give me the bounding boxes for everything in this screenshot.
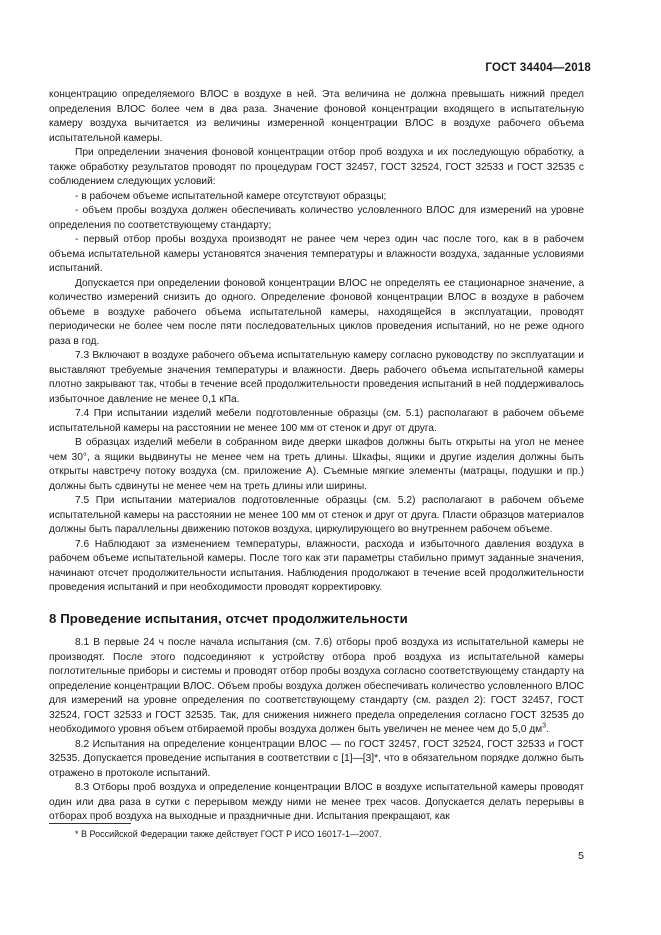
paragraph-background-concentration: При определении значения фоновой концентрации отбор проб воздуха и их последующую обработку, а также обработку результатов проводят по процедурам ГОСТ 32457, ГОСТ 32524, ГОСТ 32533 и ГОСТ 32535 с соблюдением следующих условий: (49, 147, 584, 187)
page-body (49, 88, 584, 825)
paragraph-7-5: 7.5 При испытании материалов подготовленные образцы (см. 5.2) располагают в рабочем объеме испытательной камеры на расстоянии не менее 100 мм от стенок и друг от друга. Пласти образцов материалов должны быть параллельны движению потоков воздуха, циркулирующего во внутреннем рабочем объеме. (49, 495, 584, 535)
footnote: * В Российской Федерации также действует ГОСТ Р ИСО 16017-1—2007. (75, 829, 382, 839)
page-number: 5 (578, 850, 584, 862)
paragraph-8-1-text: 8.1 В первые 24 ч после начала испытания (см. 7.6) отборы проб воздуха из испытательной камеры не производят. После этого подсоединяют к устройству отбора проб воздуха из испытательной камеры поглотительные приборы и системы и проводят отбор пробы воздуха согласно соответствующему стандарту на определение концентрации ВЛОС. Объем пробы воздуха должен обеспечивать количество условленного ВЛОС для измерений на уровне определения по соответствующему стандарту (см. раздел 2): ГОСТ 32457, ГОСТ 32524, ГОСТ 32533 и ГОСТ 32535. Так, для снижения нижнего предела определения согласно ГОСТ 32535 до необходимого уровня объем отбираемой пробы воздуха должен быть увеличен не менее чем до 5,0 дм (49, 637, 584, 735)
paragraph-condition-2: - объем пробы воздуха должен обеспечивать количество условленного ВЛОС для измерений на уровне определения по соответствующему стандарту; (49, 205, 584, 231)
cubic-superscript: 3 (542, 722, 547, 730)
paragraph-7-4: 7.4 При испытании изделий мебели подготовленные образцы (см. 5.1) располагают в рабочем объеме испытательной камеры на расстоянии не менее 100 мм от стенок и друг от друга. (49, 408, 584, 434)
footnote-divider (49, 823, 131, 824)
paragraph-continuation: концентрацию определяемого ВЛОС в воздухе в ней. Эта величина не должна превышать нижний предел определения ВЛОС более чем в два раза. Значение фоновой концентрации входящего в испытательную камеру воздуха вычитается из величины измеренной концентрации ВЛОС в воздухе рабочего объема испытательной камеры. (49, 89, 584, 144)
paragraph-7-3: 7.3 Включают в воздухе рабочего объема испытательную камеру согласно руководству по эксплуатации и выставляют требуемые значения температуры и влажности. Дверь рабочего объема испытательной камеры плотно закрывают так, чтобы в течение всей продолжительности проведения испытаний в ней поддерживалось избыточное давление не менее 0,1 кПа. (49, 350, 584, 405)
paragraph-8-1 (49, 636, 584, 738)
paragraph-condition-3: - первый отбор пробы воздуха производят не ранее чем через один час после того, как в в рабочем объема испытательной камеры установятся значения температуры и влажности воздуха, заданные условиями испытаний. (49, 234, 584, 274)
paragraph-8-2: 8.2 Испытания на определение концентрации ВЛОС — по ГОСТ 32457, ГОСТ 32524, ГОСТ 32533 и ГОСТ 32535. Допускается проведение испытания в соответствии с [1]—[3]*, что в обязательном порядке должно быть отражено в протоколе испытаний. (49, 738, 584, 779)
paragraph-7-4-furniture: В образцах изделий мебели в собранном виде дверки шкафов должны быть открыты на угол не менее чем 30°, а ящики выдвинуты не менее чем на треть длины. Шкафы, ящики и другие изделия должны быть открыты навстречу потоку воздуха (см. приложение А). Съемные мягкие элементы (матрацы, подушки и пр.) должны быть сдвинуты не менее чем на треть длины или ширины. (49, 437, 584, 492)
section-heading-8: 8 Проведение испытания, отсчет продолжительности (49, 610, 408, 626)
paragraph-condition-1: - в рабочем объеме испытательной камере отсутствуют образцы; (75, 190, 387, 202)
paragraph-7-6: 7.6 Наблюдают за изменением температуры, влажности, расхода и избыточного давления воздуха в рабочем объеме испытательной камеры. После того как эти параметры стабильно примут заданные значения, начинают отсчет продолжительности испытания. Наблюдения продолжают в течение всей продолжительности проведения испытаний и при необходимости проводят корректировку. (49, 538, 584, 593)
paragraph-8-3: 8.3 Отборы проб воздуха и определение концентрации ВЛОС в воздухе испытательной камеры проводят один или два раза в сутки с перерывом между ними не менее трех часов. Допускается делать перерывы в отборах проб воздуха на выходные и праздничные дни. Испытания прекращают, как (49, 782, 584, 822)
paragraph-allowed: Допускается при определении фоновой концентрации ВЛОС не определять ее стационарное значение, а количество измерений снизить до одного. Определение фоновой концентрации ВЛОС в воздухе в рабочем объеме в воздухе рабочего объема испытательной камеры, находящейся в эксплуатации, проводят периодически не более чем после пяти последовательных циклов проведения испытаний, но не реже одного раза в год. (49, 277, 584, 347)
standard-code-header: ГОСТ 34404—2018 (485, 62, 591, 74)
paragraph-8-1-end: . (546, 724, 549, 735)
